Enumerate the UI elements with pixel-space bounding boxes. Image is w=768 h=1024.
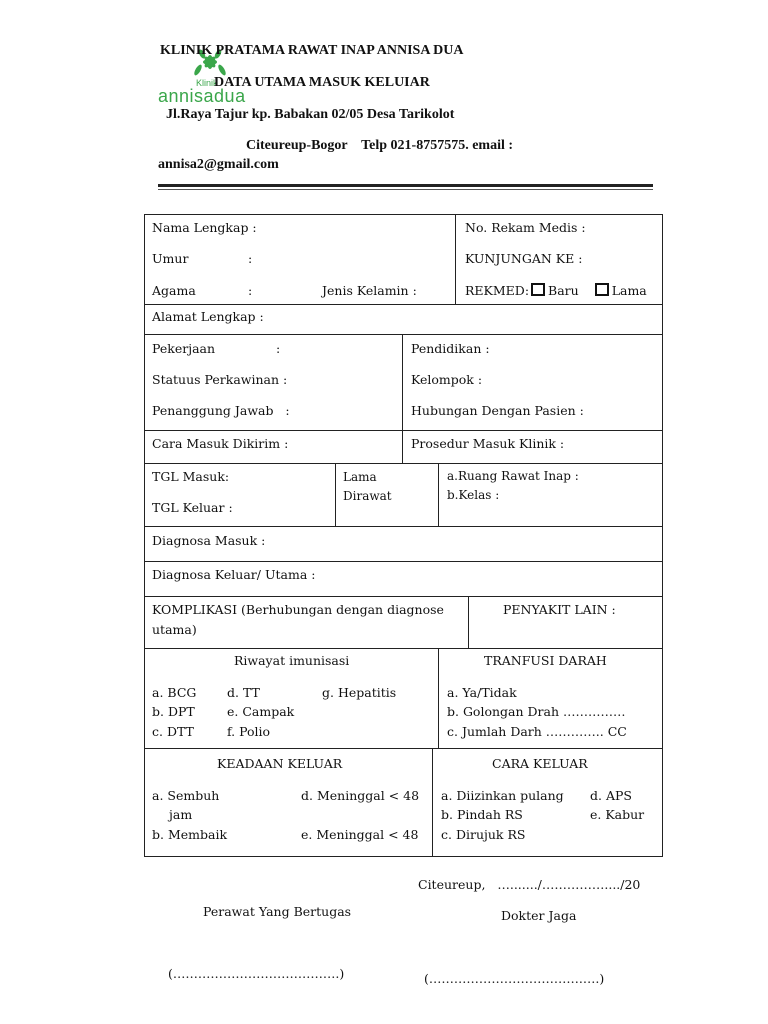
tranfusi-jumlah[interactable]: c. Jumlah Darh ………….. CC — [447, 724, 627, 739]
place-date[interactable]: Citeureup, …......./……………..../20 — [418, 877, 641, 892]
rekmed-label: REKMED: — [465, 283, 530, 298]
cara-masuk-field[interactable]: Cara Masuk Dikirim : — [152, 436, 289, 451]
kunjungan-field[interactable]: KUNJUNGAN KE : — [465, 251, 583, 266]
keadaan-jam: jam — [169, 807, 193, 822]
kelompok-field[interactable]: Kelompok : — [411, 372, 483, 387]
cara-keluar-dirujuk: c. Dirujuk RS — [441, 827, 526, 842]
keadaan-keluar-title: KEADAAN KELUAR — [217, 756, 343, 771]
lama-dirawat-label-1: Lama — [343, 470, 377, 484]
dokter-label: Dokter Jaga — [501, 908, 577, 923]
email: annisa2@gmail.com — [158, 157, 279, 172]
agama-label: Agama — [152, 283, 196, 298]
alamat-field[interactable]: Alamat Lengkap : — [152, 309, 264, 324]
baru-label: Baru — [548, 283, 579, 298]
imunisasi-item-polio: f. Polio — [227, 724, 271, 739]
form-title: DATA UTAMA MASUK KELUIAR — [214, 75, 430, 90]
perawat-signature-line[interactable]: (………………………………….) — [168, 966, 345, 981]
tgl-masuk-field[interactable]: TGL Masuk: — [152, 469, 230, 484]
penanggung-jawab-field[interactable]: Penanggung Jawab : — [152, 403, 290, 418]
header-divider-thick — [158, 184, 653, 187]
cara-keluar-title: CARA KELUAR — [492, 756, 588, 771]
tgl-keluar-field[interactable]: TGL Keluar : — [152, 500, 233, 515]
logo-text: annisadua — [158, 86, 246, 106]
komplikasi-label-1: KOMPLIKASI (Berhubungan dengan diagnose — [152, 602, 444, 617]
imunisasi-item-hepatitis: g. Hepatitis — [322, 685, 397, 700]
imunisasi-item-dtt: c. DTT — [152, 724, 194, 739]
komplikasi-label-2: utama) — [152, 622, 197, 637]
pekerjaan-label: Pekerjaan — [152, 341, 216, 356]
lama-label: Lama — [611, 283, 647, 298]
penyakit-lain-field[interactable]: PENYAKIT LAIN : — [503, 602, 616, 617]
logo-small-text: Klinik — [196, 78, 218, 88]
baru-checkbox[interactable] — [531, 283, 545, 296]
pendidikan-field[interactable]: Pendidikan : — [411, 341, 490, 356]
hubungan-field[interactable]: Hubungan Dengan Pasien : — [411, 403, 584, 418]
address-line-2: Citeureup-Bogor Telp 021-8757575. email : — [246, 138, 514, 153]
agama-colon[interactable]: : — [248, 283, 253, 298]
diagnosa-masuk-field[interactable]: Diagnosa Masuk : — [152, 533, 266, 548]
no-rekam-medis-field[interactable]: No. Rekam Medis : — [465, 220, 586, 235]
cara-keluar-pindah: b. Pindah RS — [441, 807, 523, 822]
header-divider-thin — [158, 189, 653, 190]
kelas-field[interactable]: b.Kelas : — [447, 488, 500, 502]
lama-checkbox[interactable] — [595, 283, 609, 296]
keadaan-membaik: b. Membaik — [152, 827, 228, 842]
imunisasi-item-dpt: b. DPT — [152, 704, 195, 719]
perawat-label: Perawat Yang Bertugas — [203, 904, 352, 919]
rekmed-row — [465, 283, 647, 298]
diagnosa-keluar-field[interactable]: Diagnosa Keluar/ Utama : — [152, 567, 316, 582]
tranfusi-ya-tidak[interactable]: a. Ya/Tidak — [447, 685, 517, 700]
ruang-rawat-field[interactable]: a.Ruang Rawat Inap : — [447, 469, 579, 483]
clinic-name: KLINIK PRATAMA RAWAT INAP ANNISA DUA — [160, 43, 464, 58]
cara-keluar-kabur: e. Kabur — [590, 807, 645, 822]
address-line-1: Jl.Raya Tajur kp. Babakan 02/05 Desa Tarikolot — [166, 107, 455, 122]
jenis-kelamin-field[interactable]: Jenis Kelamin : — [322, 283, 417, 298]
umur-label: Umur — [152, 251, 189, 266]
tranfusi-title: TRANFUSI DARAH — [484, 653, 607, 668]
imunisasi-title: Riwayat imunisasi — [234, 653, 350, 668]
dokter-signature-line[interactable]: (……………………………….….) — [424, 971, 605, 986]
status-perkawinan-field[interactable]: Statuus Perkawinan : — [152, 372, 288, 387]
imunisasi-item-bcg: a. BCG — [152, 685, 197, 700]
imunisasi-item-campak: e. Campak — [227, 704, 295, 719]
cara-keluar-diizinkan: a. Diizinkan pulang — [441, 788, 564, 803]
umur-colon[interactable]: : — [248, 251, 253, 266]
tranfusi-golongan[interactable]: b. Golongan Drah …………… — [447, 704, 626, 719]
keadaan-meninggal-2: e. Meninggal < 48 — [301, 827, 419, 842]
keadaan-meninggal-1: d. Meninggal < 48 — [301, 788, 420, 803]
keadaan-sembuh: a. Sembuh — [152, 788, 220, 803]
pekerjaan-colon[interactable]: : — [276, 341, 281, 356]
cara-keluar-aps: d. APS — [590, 788, 632, 803]
prosedur-field[interactable]: Prosedur Masuk Klinik : — [411, 436, 565, 451]
nama-field[interactable]: Nama Lengkap : — [152, 220, 257, 235]
lama-dirawat-label-2: Dirawat — [343, 489, 392, 503]
imunisasi-item-tt: d. TT — [227, 685, 260, 700]
